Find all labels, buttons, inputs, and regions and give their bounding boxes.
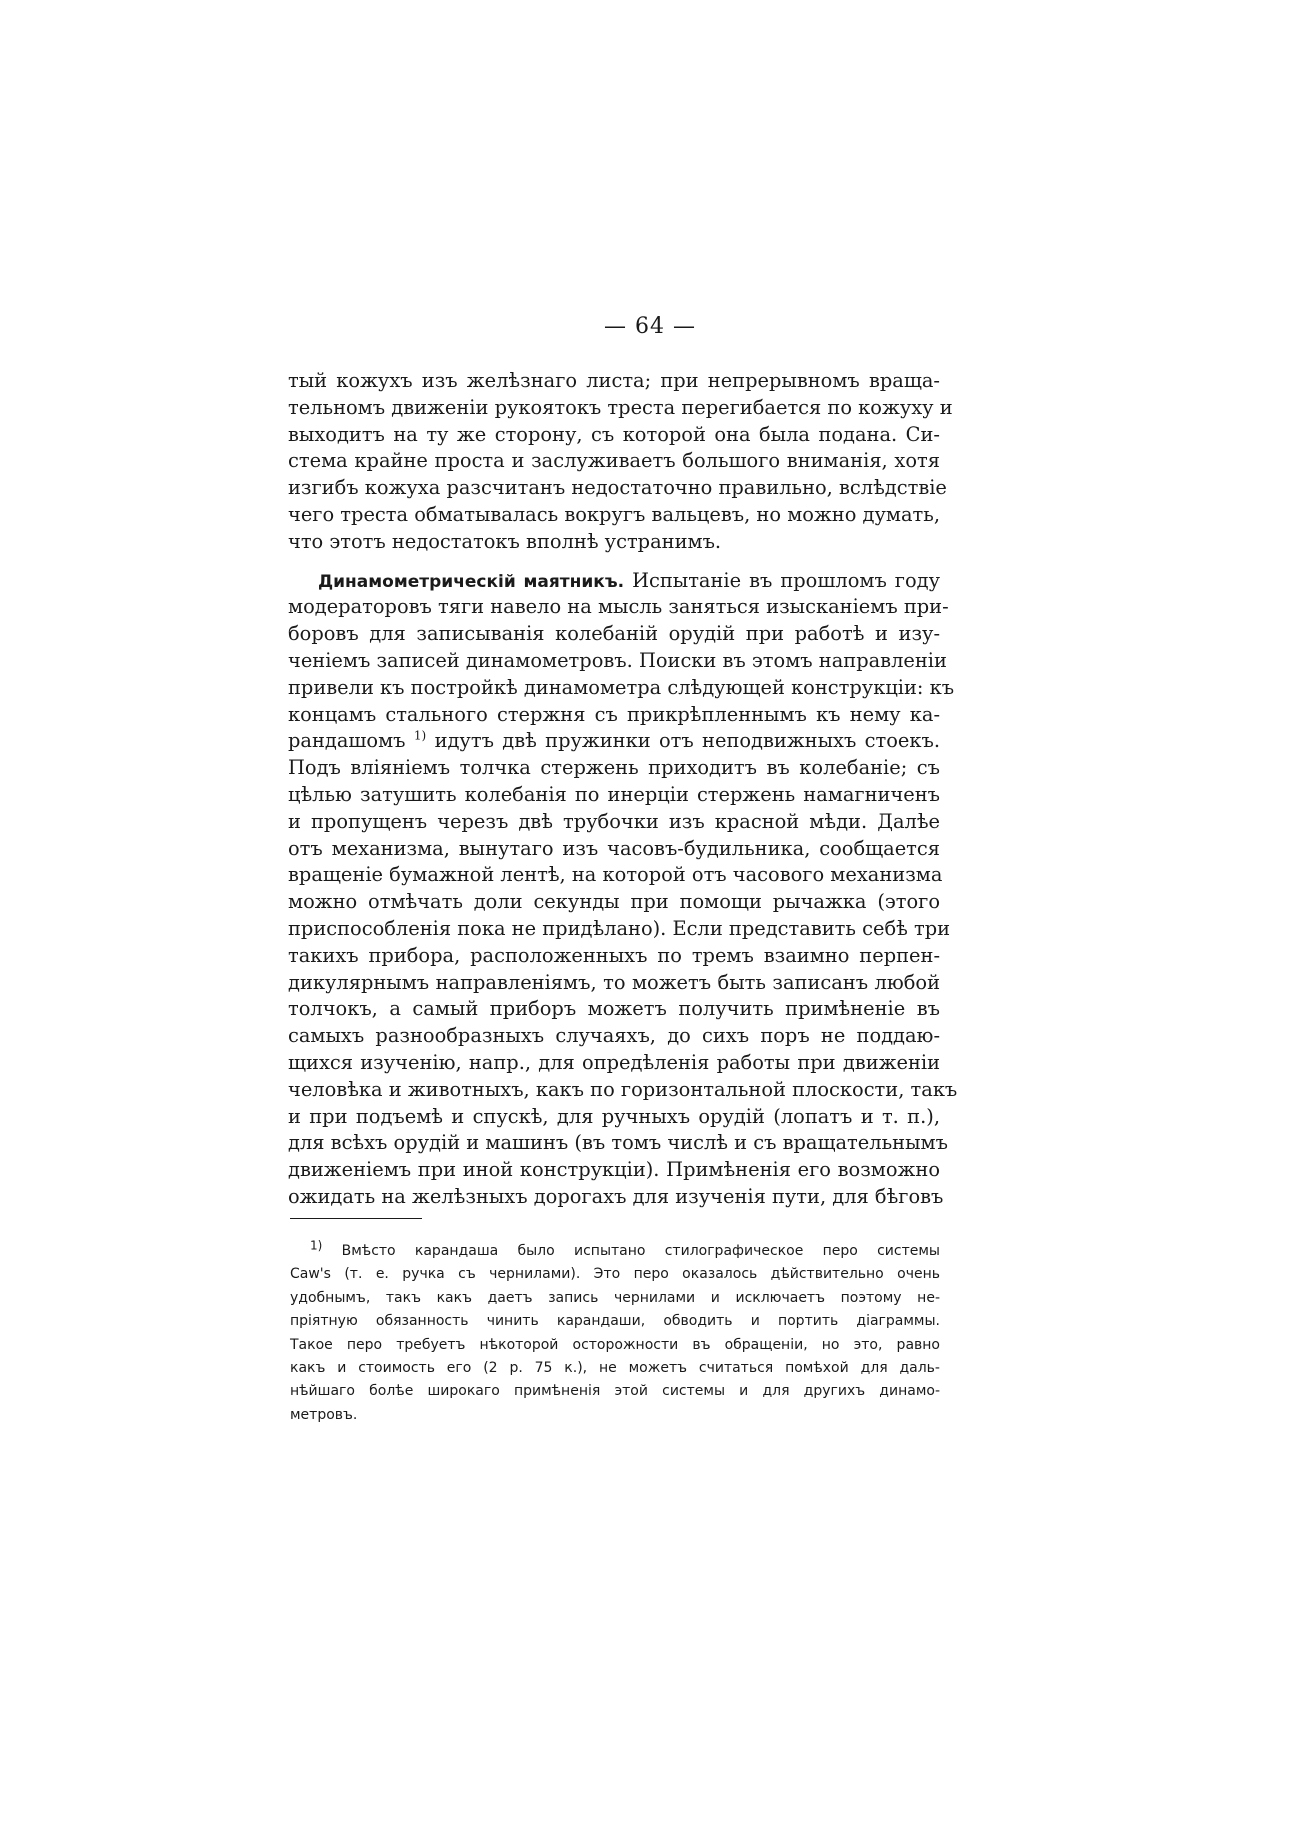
text-line: боровъ для записыванія колебаній орудій при работѣ и изу- (288, 622, 940, 646)
footnote-line: нѣйшаго болѣе широкаго примѣненія этой системы и для другихъ динамо- (290, 1383, 940, 1400)
text-line: модераторовъ тяги навело на мысль заняться изысканіемъ при- (288, 595, 949, 619)
text-line: ченіемъ записей динамометровъ. Поиски въ этомъ направленіи (288, 648, 947, 672)
footnote-line: какъ и стоимость его (2 р. 75 к.), не можетъ считаться помѣхой для даль- (290, 1359, 940, 1376)
text-line: концамъ стального стержня съ прикрѣпленнымъ къ нему ка- (288, 702, 940, 726)
text-line: ожидать на желѣзныхъ дорогахъ для изученія пути, для бѣговъ (288, 1184, 944, 1208)
text-line-with-footnote-ref (288, 728, 940, 755)
text-line: человѣка и животныхъ, какъ по горизонтальной плоскости, такъ (288, 1077, 958, 1101)
text-line: для всѣхъ орудій и машинъ (въ томъ числѣ и съ вращательнымъ (288, 1131, 948, 1155)
footnote-line: удобнымъ, такъ какъ даетъ запись чернилами и исключаетъ поэтому не- (290, 1289, 940, 1306)
footnote-first-line-rest: Вмѣсто карандаша было испытано стилографическое перо системы (322, 1243, 940, 1259)
page-number: — 64 — (604, 314, 696, 339)
text-line: самыхъ разнообразныхъ случаяхъ, до сихъ поръ не поддаю- (288, 1024, 940, 1048)
text-line: Подъ вліяніемъ толчка стержень приходитъ въ колебаніе; съ (288, 756, 940, 780)
text-line: можно отмѣчать доли секунды при помощи рычажка (этого (288, 890, 940, 914)
footnote-ref-before: рандашомъ (288, 729, 406, 753)
text-line: дикулярнымъ направленіямъ, то можетъ быть записанъ любой (288, 970, 940, 994)
text-line: и пропущенъ черезъ двѣ трубочки изъ красной мѣди. Далѣе (288, 809, 940, 833)
section-first-line (288, 568, 940, 595)
footnote-line: пріятную обязанность чинить карандаши, обводить и портить діаграммы. (290, 1313, 940, 1330)
footnote-ref-mark: 1) (413, 728, 427, 743)
text-line: тый кожухъ изъ желѣзнаго листа; при непрерывномъ враща- (288, 369, 940, 392)
text-line: движеніемъ при иной конструкціи). Примѣненія его возможно (288, 1158, 940, 1182)
text-line: привели къ постройкѣ динамометра слѣдующей конструкціи: къ (288, 675, 955, 699)
text-line: такихъ прибора, расположенныхъ по тремъ взаимно перпен- (288, 943, 940, 967)
body-text (288, 368, 958, 1211)
text-line: изгибъ кожуха разсчитанъ недостаточно правильно, вслѣдствіе (288, 476, 947, 500)
footnote-first-line (290, 1240, 940, 1263)
footnote-ref-after: идутъ двѣ пружинки отъ неподвижныхъ стоекъ. (426, 729, 940, 753)
footnote-mark: 1) (310, 1238, 323, 1253)
footnote-line: Такое перо требуетъ нѣкоторой осторожности въ обращеніи, но это, равно (290, 1336, 940, 1353)
text-line: стема крайне проста и заслуживаетъ большого вниманія, хотя (288, 449, 940, 473)
text-line: тельномъ движеніи рукоятокъ треста перегибается по кожуху и (288, 395, 953, 419)
section-heading: Динамометрическій маятникъ. (318, 571, 625, 592)
footnote-line: метровъ. (290, 1406, 358, 1423)
footnote-line: Caw's (т. е. ручка съ чернилами). Это перо оказалось дѣйствительно очень (290, 1266, 940, 1283)
text-line: приспособленія пока не придѣлано). Если представить себѣ три (288, 916, 951, 940)
footnote-rule (290, 1218, 422, 1219)
paragraph-gap (288, 556, 940, 568)
text-line: цѣлью затушить колебанія по инерціи стержень намагниченъ (288, 782, 940, 806)
text-line: вращеніе бумажной лентѣ, на которой отъ часового механизма (288, 863, 943, 887)
footnote (290, 1240, 940, 1427)
text-line: щихся изученію, напр., для опредѣленія работы при движеніи (288, 1050, 940, 1074)
text-line: толчокъ, а самый приборъ можетъ получить примѣненіе въ (288, 997, 940, 1021)
text-line: отъ механизма, вынутаго изъ часовъ-будильника, сообщается (288, 836, 940, 860)
text-line: чего треста обматывалась вокругъ вальцевъ, но можно думать, (288, 502, 940, 526)
text-line: и при подъемѣ и спускѣ, для ручныхъ орудій (лопатъ и т. п.), (288, 1104, 940, 1128)
section-first-line-rest: Испытаніе въ прошломъ году (632, 568, 940, 592)
text-line: что этотъ недостатокъ вполнѣ устранимъ. (288, 529, 722, 553)
text-line: выходитъ на ту же сторону, съ которой она была подана. Си- (288, 422, 940, 446)
